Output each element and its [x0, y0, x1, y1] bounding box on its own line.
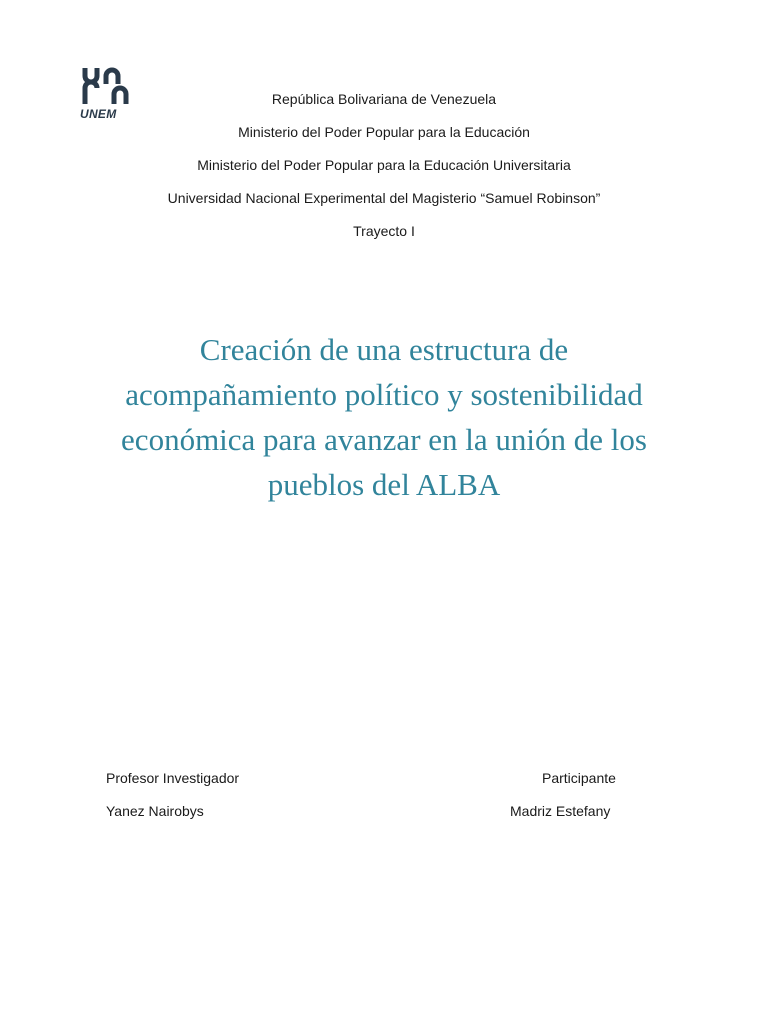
- title-line: acompañamiento político y sostenibilidad: [125, 377, 643, 412]
- header-line-trayecto: Trayecto I: [353, 223, 415, 239]
- header-line-university: Universidad Nacional Experimental del Magisterio “Samuel Robinson”: [167, 190, 601, 206]
- institution-header: [0, 91, 768, 256]
- header-line-ministry-education: Ministerio del Poder Popular para la Educación: [238, 124, 530, 140]
- professor-role-label: Profesor Investigador: [106, 770, 240, 786]
- title-line: pueblos del ALBA: [267, 467, 501, 502]
- document-title: [84, 327, 684, 507]
- logo-text: UNEM: [80, 107, 117, 121]
- title-line: económica para avanzar en la unión de los: [121, 422, 647, 457]
- title-line: Creación de una estructura de: [199, 332, 569, 367]
- participant-name: Madriz Estefany: [510, 803, 611, 819]
- header-line-ministry-university: Ministerio del Poder Popular para la Educación Universitaria: [197, 157, 571, 173]
- professor-name: Yanez Nairobys: [106, 803, 204, 819]
- participant-role-label: Participante: [542, 770, 616, 786]
- header-line-republic: República Bolivariana de Venezuela: [271, 91, 497, 107]
